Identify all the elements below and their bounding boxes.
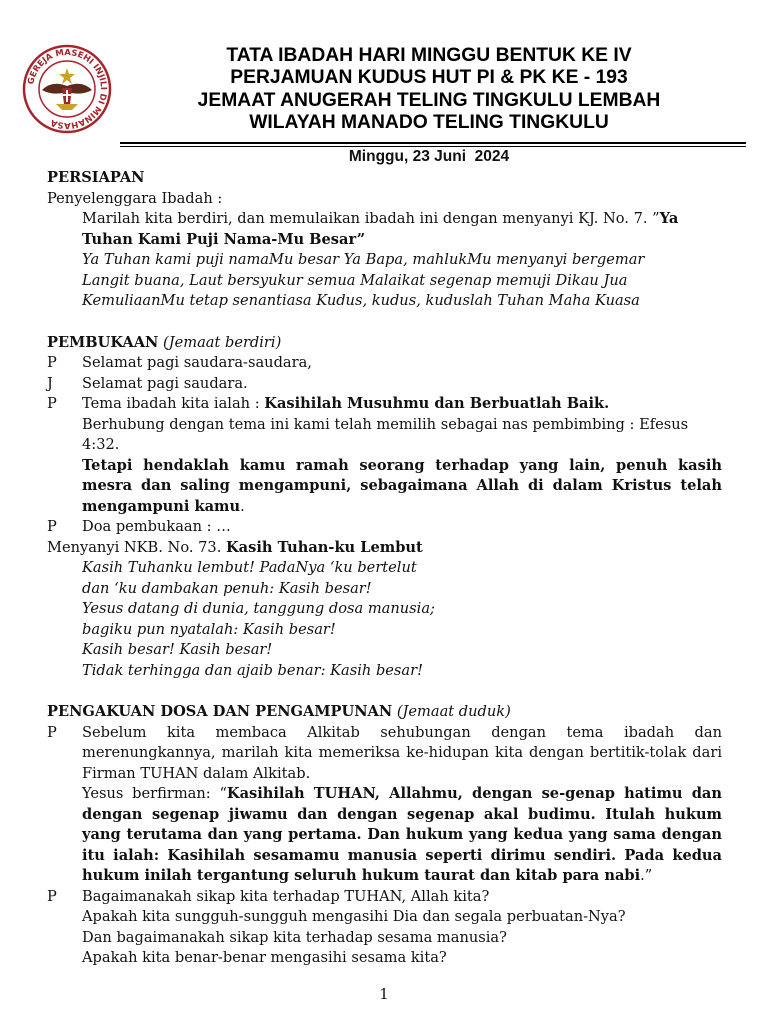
lyric-line: Kasih Tuhanku lembut! PadaNya ‘ku bertelut [82,559,417,576]
church-emblem-icon [22,44,112,134]
lyric-line: Yesus datang di dunia, tanggung dosa manusia; [82,600,435,617]
opening-song-title: Ya Tuhan Kami Puji Nama-Mu Besar” [82,210,679,248]
theme-title: Kasihilah Musuhmu dan Berbuatlah Baik. [264,395,610,412]
role-label: P [47,395,57,412]
dialog-row-questions [47,887,722,969]
song-title: Kasih Tuhan-ku Lembut [225,538,423,556]
role-label: P [47,723,57,741]
lyric-line: dan ‘ku dambakan penuh: Kasih besar! [82,579,372,597]
title-line-2: PERJAMUAN KUDUS HUT PI & PK KE - 193 [230,67,628,89]
dialog-row [47,517,722,538]
speaker-label: Penyelenggara Ibadah : [47,189,223,207]
header-divider-thin [120,146,746,147]
dialog-text: Selamat pagi saudara. [82,374,248,392]
lyric-line: KemuliaanMu tetap senantiasa Kudus, kudus, kuduslah Tuhan Maha Kuasa [82,292,640,309]
pengakuan-title: PENGAKUAN DOSA DAN PENGAMPUNAN [47,703,393,720]
title-line-4: WILAYAH MANADO TELING TINGKULU [249,112,609,134]
dialog-row [47,353,722,374]
quote-text: Kasihilah TUHAN, Allahmu, dengan se-genap hatimu dan dengan segenap jiwamu dan dengan segenap akal budimu. Itulah hukum yang terutama dan yang pertama. Dan hukum yang kedua yang sama dengan itu ialah: Kasihilah sesamamu manusia seperti dirimu sendiri. Pada kedua hukum inilah tergantung seluruh hukum taurat dan kitab para nabi [82,785,722,884]
pengakuan-note: (Jemaat duduk) [396,703,511,720]
theme-intro: Tema ibadah kita ialah : [82,395,265,412]
lyric-line: Kasih besar! Kasih besar! [82,641,273,658]
persiapan-intro [47,209,722,250]
liturgy-body [47,168,722,969]
nas-verse-text: Tetapi hendaklah kamu ramah seorang terhadap yang lain, penuh kasih mesra dan saling mengampuni, sebagaimana Allah di dalam Kristus telah mengampuni kamu [82,456,722,515]
nas-verse [82,456,722,518]
nas-verse-end: . [240,497,245,515]
persiapan-intro-text: Marilah kita berdiri, dan memulaikan ibadah ini dengan menyanyi KJ. No. 7. ” [82,210,660,227]
nas-line: Berhubung dengan tema ini kami telah memilih sebagai nas pembimbing : Efesus 4:32. [82,415,689,453]
section-heading-persiapan: PERSIAPAN [47,169,145,186]
dialog-row-pengakuan [47,723,722,887]
question-line: Dan bagaimanakah sikap kita terhadap sesama manusia? [82,928,507,946]
church-logo [22,44,112,134]
title-line-3: JEMAAT ANUGERAH TELING TINGKULU LEMBAH [197,89,661,111]
song-intro-text: Menyanyi NKB. No. 73. [47,538,226,556]
dialog-row-theme [47,394,722,517]
pembukaan-title: PEMBUKAAN [47,333,159,351]
logo-ring-text: GEREJA MASEHI INJILI DI MINAHASA [26,47,109,131]
quote-intro: Yesus berfirman: “ [82,785,227,802]
dialog-text: Doa pembukaan : … [82,518,231,535]
role-label: P [47,887,57,905]
dialog-row [47,374,722,395]
dialog-text: Selamat pagi saudara-saudara, [82,354,312,371]
theme-line [82,394,722,415]
header-divider-thick [120,142,746,144]
page-number: 1 [379,985,389,1003]
song-intro [47,538,722,559]
lyric-line: Ya Tuhan kami puji namaMu besar Ya Bapa, mahlukMu menyanyi bergemar [82,251,645,268]
question-line: Apakah kita benar-benar mengasihi sesama kita? [82,949,447,966]
section-heading-pembukaan [47,333,722,354]
question-line: Bagaimanakah sikap kita terhadap TUHAN, Allah kita? [82,887,490,905]
document-header [120,45,738,135]
quote-end: .” [640,867,653,884]
role-label: J [47,374,53,392]
lyric-line: bagiku pun nyatalah: Kasih besar! [82,620,336,638]
role-label: P [47,518,57,535]
question-line: Apakah kita sungguh-sungguh mengasihi Dia dan segala perbuatan-Nya? [82,908,626,925]
section-heading-pengakuan [47,702,722,723]
title-line-1: TATA IBADAH HARI MINGGU BENTUK KE IV [226,45,632,66]
pengakuan-paragraph: Sebelum kita membaca Alkitab sehubungan dengan tema ibadah dan merenungkannya, marilah kita memeriksa ke-hidupan kita dengan bertitik-tolak dari Firman TUHAN dalam Alkitab. [82,723,722,782]
pembukaan-note: (Jemaat berdiri) [163,333,282,351]
pengakuan-quote [82,784,722,887]
role-label: P [47,354,57,371]
lyric-line: Langit buana, Laut bersyukur semua Malaikat segenap memuji Dikau Jua [82,271,628,289]
lyric-line: Tidak terhingga dan ajaib benar: Kasih besar! [82,661,423,679]
service-date: Minggu, 23 Juni 2024 [348,148,510,165]
